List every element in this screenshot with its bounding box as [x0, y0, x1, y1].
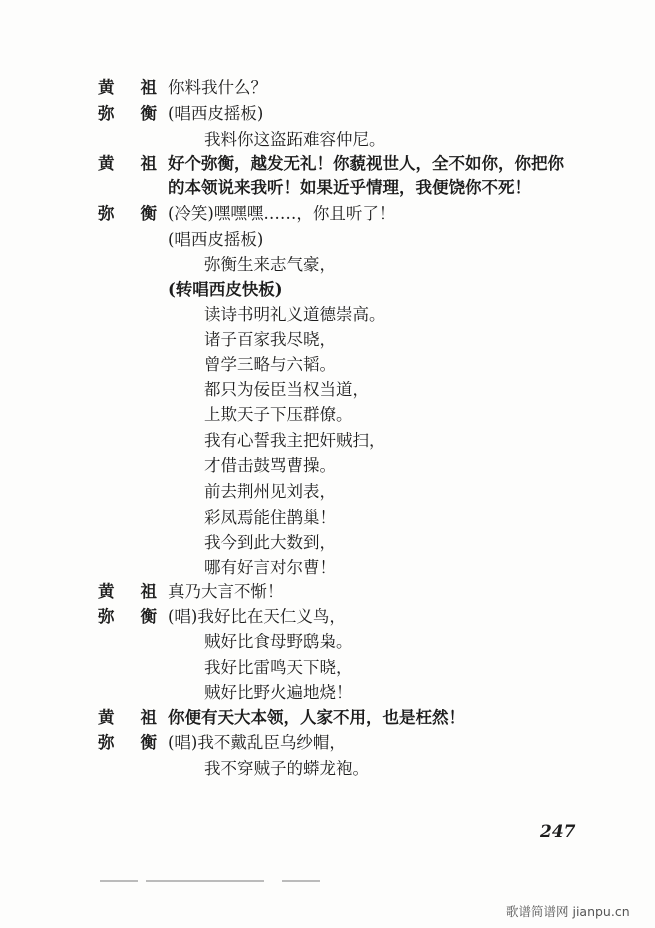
- dialogue-text: (冷笑)嘿嘿嘿……，你且听了！: [168, 204, 396, 223]
- speaker-name: 黄祖: [98, 78, 183, 97]
- lyric-line: 都只为佞臣当权当道，: [204, 380, 369, 399]
- speaker-name: 黄祖: [98, 582, 183, 601]
- lyric-line: 前去荆州见刘表，: [204, 482, 336, 501]
- watermark: 歌谱简谱网 jianpu.cn: [506, 904, 630, 919]
- lyric-line: 彩凤焉能住鹊巢！: [204, 508, 336, 527]
- lyric-line: 哪有好言对尔曹！: [204, 558, 336, 577]
- lyric-line: 弥衡生来志气豪，: [204, 255, 336, 274]
- lyric-line: 上欺天子下压群僚。: [204, 405, 353, 424]
- speaker-name: 黄祖: [98, 708, 183, 727]
- dialogue-text: 好个弥衡，越发无礼！你藐视世人，全不如你，你把你: [168, 154, 564, 173]
- dialogue-text: 你料我什么？: [168, 78, 267, 97]
- lyric-line: 才借击鼓骂曹操。: [204, 456, 336, 475]
- speaker-name: 弥衡: [98, 607, 183, 626]
- speaker-name: 黄祖: [98, 154, 183, 173]
- lyric-line: 我好比雷鸣天下晓，: [204, 658, 353, 677]
- lyric-line: 我有心誓我主把奸贼扫，: [204, 431, 386, 450]
- page-number: 247: [540, 822, 576, 842]
- lyric-line: 贼好比野火遍地烧！: [204, 683, 353, 702]
- stage-direction: (唱西皮摇板): [168, 230, 264, 249]
- lyric-line: 诸子百家我尽晓，: [204, 330, 336, 349]
- scan-artifact: [282, 880, 320, 882]
- lyric-line: 贼好比食母野鸱枭。: [204, 632, 353, 651]
- speaker-name: 弥衡: [98, 104, 183, 123]
- dialogue-text: 的本领说来我听！如果近乎情理，我便饶你不死！: [168, 178, 531, 197]
- stage-direction: (唱西皮摇板): [168, 104, 264, 123]
- lyric-line: 我不穿贼子的蟒龙袍。: [204, 759, 369, 778]
- speaker-name: 弥衡: [98, 733, 183, 752]
- dialogue-text: (唱)我好比在天仁义鸟，: [168, 607, 346, 626]
- lyric-line: 读诗书明礼义道德崇高。: [204, 305, 386, 324]
- lyric-line: 我今到此大数到，: [204, 533, 336, 552]
- stage-direction: (转唱西皮快板): [168, 280, 283, 299]
- dialogue-text: 真乃大言不惭！: [168, 582, 284, 601]
- dialogue-text: 你便有天大本领，人家不用，也是枉然！: [168, 708, 465, 727]
- speaker-name: 弥衡: [98, 204, 183, 223]
- scan-artifact: [100, 880, 138, 882]
- lyric-line: 曾学三略与六韬。: [204, 355, 336, 374]
- scan-artifact: [146, 880, 264, 882]
- dialogue-text: (唱)我不戴乱臣乌纱帽，: [168, 733, 346, 752]
- lyric-line: 我料你这盗跖难容仲尼。: [204, 130, 386, 149]
